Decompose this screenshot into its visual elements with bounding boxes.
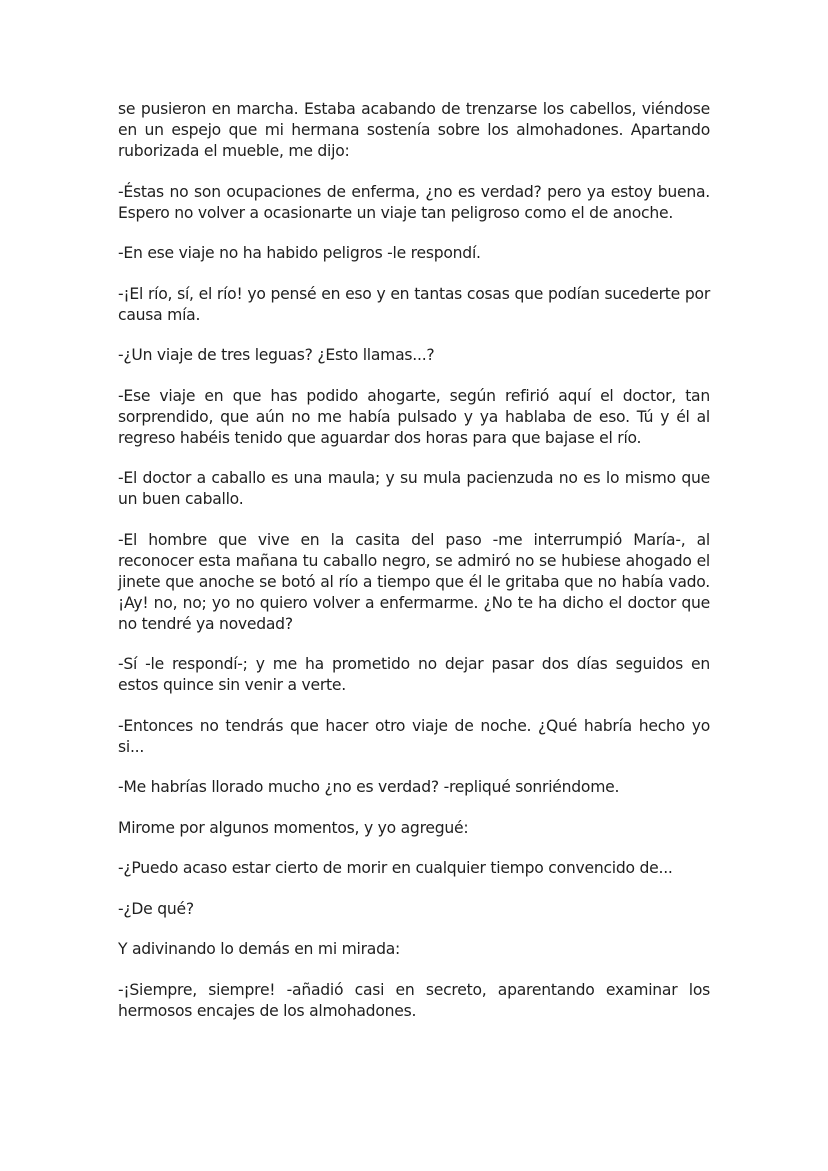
paragraph: -¿Un viaje de tres leguas? ¿Esto llamas...? [118,346,435,364]
paragraph: Y adivinando lo demás en mi mirada: [118,940,401,958]
paragraph: -Ese viaje en que has podido ahogarte, según refirió aquí el doctor, tan sorprendido, que aún no me había pulsado y ya hablaba de eso. Tú y él al regreso habéis tenido que aguardar dos horas para que bajase el río. [118,386,710,447]
paragraph: -Entonces no tendrás que hacer otro viaje de noche. ¿Qué habría hecho yo si... [118,716,710,756]
paragraph: se pusieron en marcha. Estaba acabando de trenzarse los cabellos, viéndose en un espejo que mi hermana sostenía sobre los almohadones. Apartando ruborizada el mueble, me dijo: [118,100,710,160]
paragraph: -El doctor a caballo es una maula; y su mula pacienzuda no es lo mismo que un buen caballo. [118,469,710,508]
paragraph: Mirome por algunos momentos, y yo agregué: [118,818,469,837]
paragraph: -Éstas no son ocupaciones de enferma, ¿no es verdad? pero ya estoy buena. Espero no volver a ocasionarte un viaje tan peligroso como el de anoche. [118,182,710,222]
paragraph: -Sí -le respondí-; y me ha prometido no dejar pasar dos días seguidos en estos quince sin venir a verte. [118,655,710,694]
paragraph: -¡El río, sí, el río! yo pensé en eso y en tantas cosas que podían sucederte por causa mía. [118,284,710,324]
paragraph: -Me habrías llorado mucho ¿no es verdad? -repliqué sonriéndome. [118,778,620,796]
paragraph: -¡Siempre, siempre! -añadió casi en secreto, aparentando examinar los hermosos encajes de los almohadones. [118,980,710,1020]
paragraph: -¿De qué? [118,899,194,918]
document-page [118,99,710,1041]
paragraph: -En ese viaje no ha habido peligros -le respondí. [118,244,481,262]
paragraph: -¿Puedo acaso estar cierto de morir en cualquier tiempo convencido de... [118,859,673,877]
paragraph: -El hombre que vive en la casita del paso -me interrumpió María-, al reconocer esta mañana tu caballo negro, se admiró no se hubiese ahogado el jinete que anoche se botó al río a tiempo que él le gritaba que no había vado. ¡Ay! no, no; yo no quiero volver a enfermarme. ¿No te ha dicho el doctor que no tendré ya novedad? [118,530,710,633]
